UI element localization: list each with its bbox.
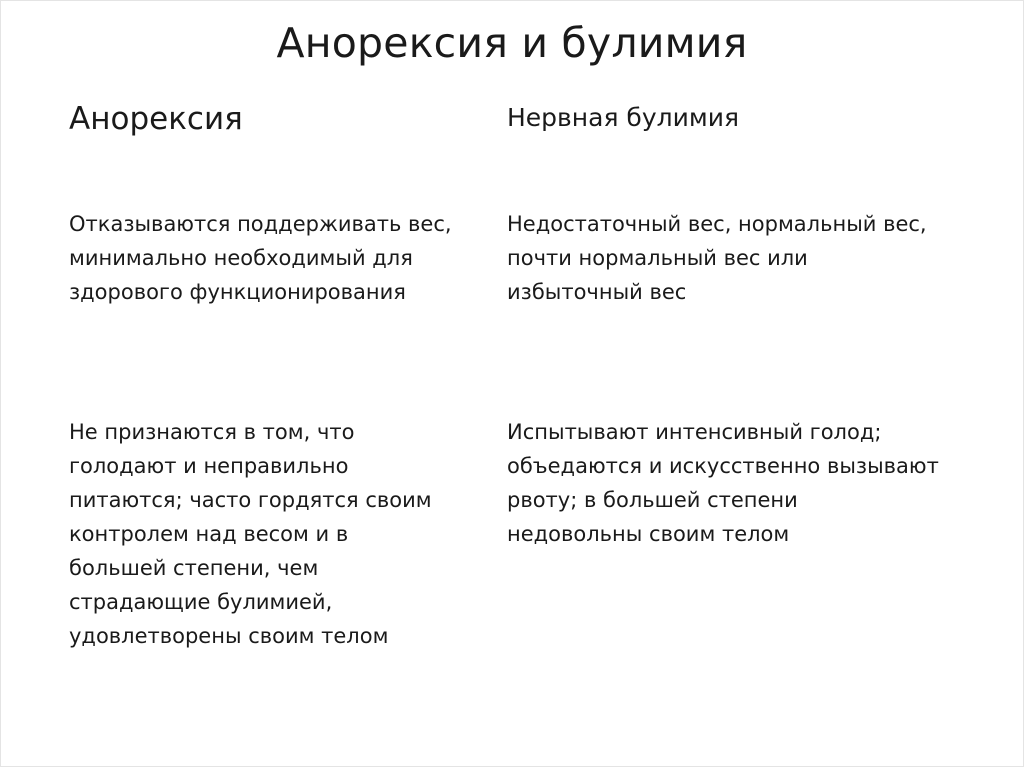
bulimia-behavior-text: Испытывают интенсивный голод; объедаются и искусственно вызывают рвоту; в большей степени недовольны своим телом: [507, 420, 939, 546]
column-heading-anorexia: Анорексия: [69, 101, 243, 137]
bulimia-weight-text: Недостаточный вес, нормальный вес, почти нормальный вес или избыточный вес: [507, 212, 927, 304]
anorexia-weight-text: Отказываются поддерживать вес, минимально необходимый для здорового функционирования: [69, 212, 452, 304]
slide-title: Анорексия и булимия: [276, 19, 748, 67]
column-heading-bulimia: Нервная булимия: [507, 103, 740, 132]
anorexia-behavior-text: Не признаются в том, что голодают и неправильно питаются; часто гордятся своим контролем над весом и в большей степени, чем страдающие булимией, удовлетворены своим телом: [69, 420, 432, 648]
